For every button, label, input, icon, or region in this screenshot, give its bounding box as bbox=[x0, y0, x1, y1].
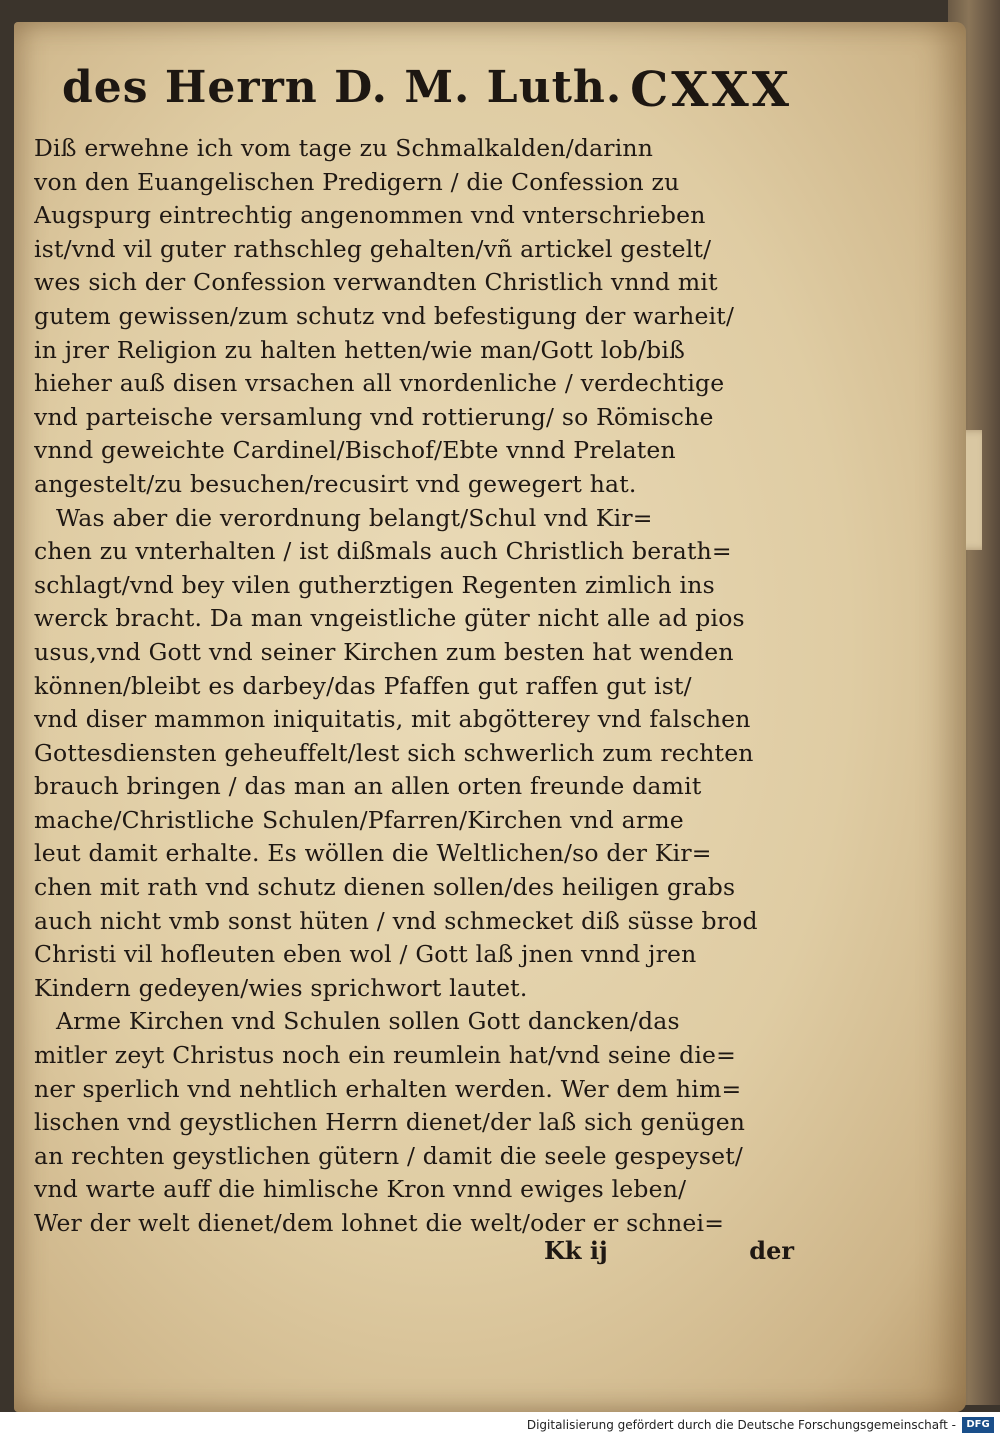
signature-mark: Kk ij bbox=[544, 1236, 608, 1265]
text-line: vnnd geweichte Cardinel/Bischof/Ebte vnnd Prelaten bbox=[34, 436, 676, 465]
page-footer bbox=[34, 1236, 794, 1276]
text-line: Arme Kirchen vnd Schulen sollen Gott dancken/das bbox=[56, 1007, 680, 1036]
text-line: brauch bringen / das man an allen orten freunde damit bbox=[34, 772, 702, 801]
text-line: mitler zeyt Christus noch ein reumlein hat/vnd seine die= bbox=[34, 1041, 737, 1070]
text-line: Diß erwehne ich vom tage zu Schmalkalden/darinn bbox=[34, 134, 654, 162]
text-line: gutem gewissen/zum schutz vnd befestigung der warheit/ bbox=[34, 301, 735, 330]
catchword: der bbox=[749, 1236, 794, 1265]
text-line: Wer der welt dienet/dem lohnet die welt/oder er schnei= bbox=[34, 1209, 725, 1237]
text-line: Was aber die verordnung belangt/Schul vnd Kir= bbox=[56, 503, 653, 532]
text-line: vnd diser mammon iniquitatis, mit abgötterey vnd falschen bbox=[34, 705, 751, 734]
dfg-logo: DFG bbox=[962, 1417, 994, 1433]
text-line: mache/Christliche Schulen/Pfarren/Kirchen vnd arme bbox=[34, 805, 684, 834]
text-line: werck bracht. Da man vngeistliche güter nicht alle ad pios bbox=[34, 604, 745, 633]
credit-bar bbox=[0, 1412, 1000, 1439]
text-line: vnd warte auff die himlische Kron vnnd ewiges leben/ bbox=[34, 1175, 687, 1204]
body-text bbox=[34, 132, 794, 1241]
text-line: chen zu vnterhalten / ist dißmals auch Christlich berath= bbox=[34, 537, 732, 566]
text-line: können/bleibt es darbey/das Pfaffen gut raffen gut ist/ bbox=[34, 671, 692, 700]
text-line: angestelt/zu besuchen/recusirt vnd gewegert hat. bbox=[34, 469, 637, 498]
text-line: wes sich der Confession verwandten Christlich vnnd mit bbox=[34, 268, 718, 297]
text-line: lischen vnd geystlichen Herrn dienet/der laß sich genügen bbox=[34, 1108, 746, 1137]
text-line: Augspurg eintrechtig angenommen vnd vnterschrieben bbox=[34, 201, 706, 230]
text-line: an rechten geystlichen gütern / damit die seele gespeyset/ bbox=[34, 1141, 743, 1170]
page-header bbox=[62, 62, 792, 126]
text-line: vnd parteische versamlung vnd rottierung/ so Römische bbox=[34, 402, 714, 431]
text-line: usus,vnd Gott vnd seiner Kirchen zum besten hat wenden bbox=[34, 637, 734, 666]
text-line: Kindern gedeyen/wies sprichwort lautet. bbox=[34, 973, 528, 1002]
text-line: schlagt/vnd bey vilen gutherztigen Regenten zimlich ins bbox=[34, 570, 715, 599]
folio-number: CXXX bbox=[630, 62, 792, 118]
text-line: Gottesdiensten geheuffelt/lest sich schwerlich zum rechten bbox=[34, 738, 754, 767]
text-line: auch nicht vmb sonst hüten / vnd schmecket diß süsse brod bbox=[34, 906, 758, 935]
text-line: von den Euangelischen Predigern / die Confession zu bbox=[34, 167, 680, 196]
text-line: hieher auß disen vrsachen all vnordenliche / verdechtige bbox=[34, 369, 725, 398]
credit-text: Digitalisierung gefördert durch die Deutsche Forschungsgemeinschaft - bbox=[526, 1418, 956, 1432]
text-line: ner sperlich vnd nehtlich erhalten werden. Wer dem him= bbox=[34, 1074, 742, 1103]
text-line: Christi vil hofleuten eben wol / Gott laß jnen vnnd jren bbox=[34, 940, 697, 969]
text-line: ist/vnd vil guter rathschleg gehalten/vñ artickel gestelt/ bbox=[34, 234, 712, 263]
running-head: des Herrn D. M. Luth. bbox=[62, 62, 623, 113]
text-line: in jrer Religion zu halten hetten/wie man/Gott lob/biß bbox=[34, 335, 686, 364]
text-line: leut damit erhalte. Es wöllen die Weltlichen/so der Kir= bbox=[34, 839, 712, 868]
text-line: chen mit rath vnd schutz dienen sollen/des heiligen grabs bbox=[34, 873, 736, 902]
